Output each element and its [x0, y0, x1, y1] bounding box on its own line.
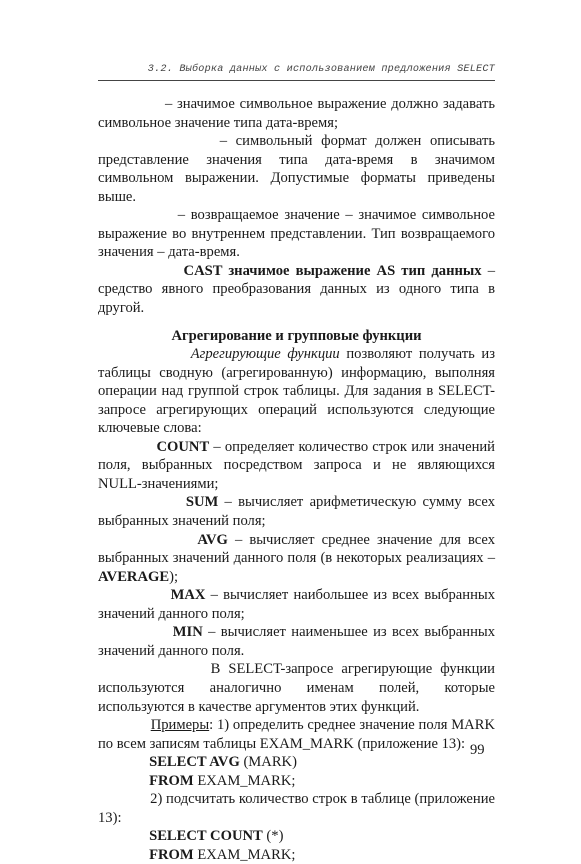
examples-label: Примеры: [150, 717, 210, 734]
paragraph: – возвращаемое значение – значимое символьное выражение во внутреннем представлении. Тип возвращаемого значения – дата-время.: [98, 207, 496, 261]
keyword: AVG: [197, 531, 228, 548]
keyword: COUNT: [156, 438, 210, 455]
code-line: FROM EXAM_MARK;: [149, 772, 296, 789]
keyword: MAX: [170, 587, 206, 604]
paragraph: Агрегирующие функции позволяют получать из таблицы сводную (агрегированную) информацию, выполняя операции над группой строк таблицы. Для задания в SELECT-запросе агрегирующих операций используются следующие ключевые слова:: [98, 346, 496, 437]
paragraph: 2) подсчитать количество строк в таблице (приложение 13):: [98, 791, 495, 826]
header-rule: [98, 80, 495, 81]
paragraph: В SELECT-запросе агрегирующие функции используются аналогично именам полей, которые используются в качестве аргументов этих функций.: [98, 661, 495, 715]
paragraph: – символьный формат должен описывать представление значения типа дата-время в значимом символьном выражении. Допустимые форматы приведены выше.: [98, 133, 495, 205]
code-line: FROM EXAM_MARK;: [149, 846, 296, 863]
definition-sum: SUM – вычисляет арифметическую сумму всех выбранных значений поля;: [98, 494, 496, 530]
keyword: AVERAGE: [98, 568, 170, 585]
section-heading: Агрегирование и групповые функции: [171, 327, 422, 344]
paragraph: CAST значимое выражение AS тип данных – средство явного преобразования данных из одного типа в другой.: [98, 262, 496, 317]
definition-min: MIN – вычисляет наименьшее из всех выбранных значений данного поля.: [98, 624, 495, 659]
page-number: 99: [470, 742, 485, 758]
code-line: SELECT AVG (MARK): [149, 754, 297, 771]
term: Агрегирующие функции: [190, 346, 340, 363]
code-line: SELECT COUNT (*): [149, 828, 284, 845]
paragraph: – значимое символьное выражение должно задавать символьное значение типа дата-время;: [98, 96, 495, 131]
keyword: SUM: [185, 494, 219, 511]
definition-max: MAX – вычисляет наибольшее из всех выбранных значений данного поля;: [98, 587, 496, 622]
keyword: MIN: [172, 624, 203, 641]
examples-paragraph: Примеры: 1) определить среднее значение поля MARK по всем записям таблицы EXAM_MARK (приложение 13):: [98, 717, 495, 752]
running-title: 3.2. Выборка данных с использованием предложения SELECT: [147, 64, 495, 75]
cast-syntax: CAST значимое выражение AS тип данных: [183, 262, 482, 279]
page-body: [98, 95, 495, 864]
definition-avg: AVG – вычисляет среднее значение для всех выбранных значений данного поля (в некоторых реализациях – AVERAGE);: [98, 531, 495, 585]
definition-count: COUNT – определяет количество строк или значений поля, выбранных посредством запроса и не являющихся NULL-значениями;: [98, 438, 495, 492]
